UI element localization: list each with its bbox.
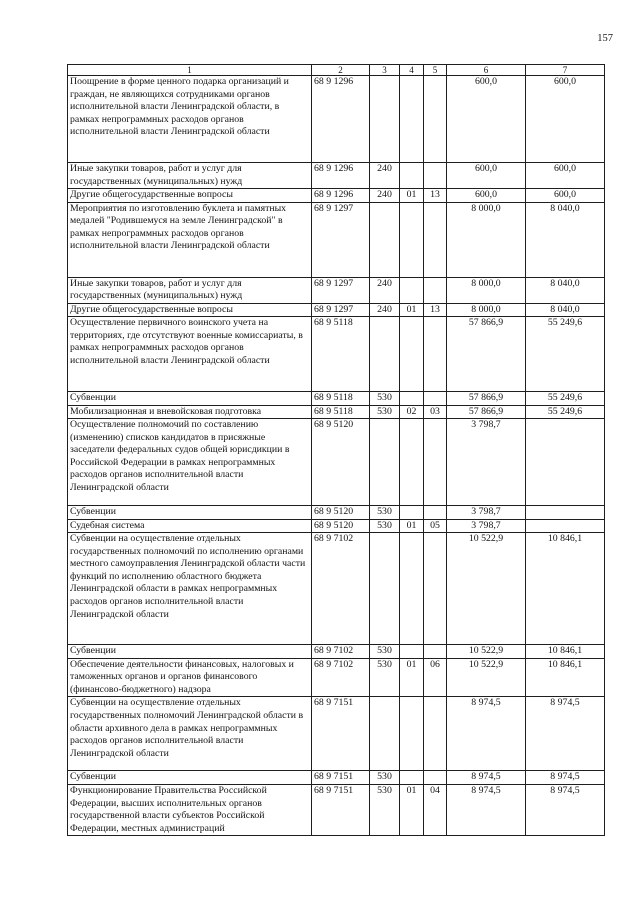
column-header: 6	[447, 65, 526, 76]
target-article-code: 68 9 1297	[312, 303, 370, 317]
table-row	[68, 189, 605, 203]
row-description: Судебная система	[68, 519, 312, 533]
amount-year-2: 8 040,0	[526, 303, 605, 317]
table-row	[68, 163, 605, 189]
subsection-code: 13	[424, 303, 447, 317]
subsection-code	[424, 317, 447, 392]
row-description: Обеспечение деятельности финансовых, налоговых и таможенных органов и органов финансового (финансово-бюджетного) надзора	[68, 658, 312, 697]
amount-year-1: 57 866,9	[447, 392, 526, 406]
row-description: Мобилизационная и вневойсковая подготовка	[68, 405, 312, 419]
amount-year-1: 8 000,0	[447, 202, 526, 277]
table-row	[68, 784, 605, 835]
subsection-code	[424, 697, 447, 771]
row-description: Субвенции	[68, 645, 312, 659]
table-row	[68, 533, 605, 645]
target-article-code: 68 9 5118	[312, 317, 370, 392]
section-code	[400, 76, 424, 163]
amount-year-2: 10 846,1	[526, 533, 605, 645]
expense-type-code	[370, 697, 400, 771]
amount-year-2: 10 846,1	[526, 645, 605, 659]
amount-year-2: 55 249,6	[526, 392, 605, 406]
amount-year-2: 55 249,6	[526, 405, 605, 419]
expense-type-code: 240	[370, 303, 400, 317]
target-article-code: 68 9 7151	[312, 784, 370, 835]
amount-year-2: 8 040,0	[526, 277, 605, 303]
amount-year-2: 8 974,5	[526, 771, 605, 785]
target-article-code: 68 9 5120	[312, 506, 370, 520]
subsection-code: 06	[424, 658, 447, 697]
column-header: 4	[400, 65, 424, 76]
amount-year-2	[526, 506, 605, 520]
amount-year-2: 600,0	[526, 76, 605, 163]
amount-year-2	[526, 519, 605, 533]
subsection-code	[424, 533, 447, 645]
subsection-code	[424, 506, 447, 520]
expense-type-code: 240	[370, 189, 400, 203]
amount-year-1: 57 866,9	[447, 405, 526, 419]
subsection-code	[424, 277, 447, 303]
subsection-code: 03	[424, 405, 447, 419]
subsection-code: 13	[424, 189, 447, 203]
expense-type-code: 530	[370, 771, 400, 785]
target-article-code: 68 9 5118	[312, 405, 370, 419]
section-code	[400, 697, 424, 771]
subsection-code	[424, 419, 447, 506]
subsection-code	[424, 771, 447, 785]
section-code	[400, 392, 424, 406]
column-header: 5	[424, 65, 447, 76]
target-article-code: 68 9 7151	[312, 771, 370, 785]
row-description: Субвенции	[68, 506, 312, 520]
target-article-code: 68 9 7102	[312, 645, 370, 659]
subsection-code: 05	[424, 519, 447, 533]
amount-year-1: 600,0	[447, 163, 526, 189]
expense-type-code: 240	[370, 163, 400, 189]
section-code: 01	[400, 784, 424, 835]
amount-year-1: 8 974,5	[447, 697, 526, 771]
amount-year-1: 10 522,9	[447, 645, 526, 659]
expense-type-code	[370, 317, 400, 392]
amount-year-1: 600,0	[447, 76, 526, 163]
section-code: 01	[400, 519, 424, 533]
table-row	[68, 419, 605, 506]
target-article-code: 68 9 5118	[312, 392, 370, 406]
section-code	[400, 645, 424, 659]
row-description: Субвенции на осуществление отдельных государственных полномочий Ленинградской области в области архивного дела в рамках непрограммных расходов органов исполнительной власти Ленинградской области	[68, 697, 312, 771]
row-description: Субвенции	[68, 771, 312, 785]
row-description: Мероприятия по изготовлению буклета и памятных медалей "Родившемуся на земле Ленинградской" в рамках непрограммных расходов органов исполнительной власти Ленинградской области	[68, 202, 312, 277]
amount-year-2: 600,0	[526, 189, 605, 203]
expense-type-code: 530	[370, 405, 400, 419]
section-code: 01	[400, 189, 424, 203]
subsection-code	[424, 76, 447, 163]
target-article-code: 68 9 1296	[312, 163, 370, 189]
amount-year-1: 600,0	[447, 189, 526, 203]
target-article-code: 68 9 7102	[312, 658, 370, 697]
expense-type-code: 530	[370, 658, 400, 697]
expense-type-code: 530	[370, 519, 400, 533]
amount-year-1: 8 000,0	[447, 303, 526, 317]
expense-type-code: 530	[370, 506, 400, 520]
section-code	[400, 506, 424, 520]
amount-year-2	[526, 419, 605, 506]
table-row	[68, 303, 605, 317]
section-code	[400, 771, 424, 785]
table-row	[68, 506, 605, 520]
column-header: 7	[526, 65, 605, 76]
amount-year-1: 3 798,7	[447, 419, 526, 506]
subsection-code	[424, 392, 447, 406]
section-code	[400, 202, 424, 277]
amount-year-1: 57 866,9	[447, 317, 526, 392]
expense-type-code	[370, 76, 400, 163]
row-description: Иные закупки товаров, работ и услуг для государственных (муниципальных) нужд	[68, 277, 312, 303]
table-row	[68, 645, 605, 659]
table-row	[68, 202, 605, 277]
target-article-code: 68 9 7151	[312, 697, 370, 771]
expense-type-code	[370, 202, 400, 277]
amount-year-1: 8 000,0	[447, 277, 526, 303]
row-description: Субвенции на осуществление отдельных государственных полномочий по исполнению органами местного самоуправления Ленинградской области части функций по исполнению областного бюджета Ленинградской области в рамках непрограммных расходов органов исполнительной власти Ленинградской области	[68, 533, 312, 645]
header-row	[68, 65, 605, 76]
amount-year-2: 8 974,5	[526, 697, 605, 771]
section-code	[400, 317, 424, 392]
expense-type-code: 530	[370, 645, 400, 659]
section-code: 01	[400, 303, 424, 317]
target-article-code: 68 9 1297	[312, 202, 370, 277]
amount-year-2: 8 974,5	[526, 784, 605, 835]
table-row	[68, 392, 605, 406]
amount-year-2: 8 040,0	[526, 202, 605, 277]
table-row	[68, 405, 605, 419]
target-article-code: 68 9 5120	[312, 519, 370, 533]
expense-type-code	[370, 533, 400, 645]
expense-type-code: 530	[370, 784, 400, 835]
amount-year-2: 55 249,6	[526, 317, 605, 392]
row-description: Другие общегосударственные вопросы	[68, 303, 312, 317]
amount-year-1: 3 798,7	[447, 519, 526, 533]
table-row	[68, 771, 605, 785]
amount-year-2: 600,0	[526, 163, 605, 189]
row-description: Функционирование Правительства Российской Федерации, высших исполнительных органов государственной власти субъектов Российской Федерации, местных администраций	[68, 784, 312, 835]
row-description: Субвенции	[68, 392, 312, 406]
expense-type-code: 240	[370, 277, 400, 303]
row-description: Иные закупки товаров, работ и услуг для государственных (муниципальных) нужд	[68, 163, 312, 189]
amount-year-1: 8 974,5	[447, 784, 526, 835]
subsection-code	[424, 202, 447, 277]
section-code: 01	[400, 658, 424, 697]
target-article-code: 68 9 5120	[312, 419, 370, 506]
section-code	[400, 419, 424, 506]
row-description: Осуществление первичного воинского учета на территориях, где отсутствуют военные комиссариаты, в рамках непрограммных расходов органов исполнительной власти Ленинградской области	[68, 317, 312, 392]
amount-year-1: 3 798,7	[447, 506, 526, 520]
column-header: 2	[312, 65, 370, 76]
row-description: Другие общегосударственные вопросы	[68, 189, 312, 203]
table-row	[68, 317, 605, 392]
amount-year-1: 8 974,5	[447, 771, 526, 785]
section-code	[400, 163, 424, 189]
amount-year-1: 10 522,9	[447, 533, 526, 645]
table-row	[68, 277, 605, 303]
row-description: Поощрение в форме ценного подарка организаций и граждан, не являющихся сотрудниками органов исполнительной власти Ленинградской области, в рамках непрограммных расходов органов исполнительной власти Ленинградской области	[68, 76, 312, 163]
table-row	[68, 658, 605, 697]
column-header: 3	[370, 65, 400, 76]
subsection-code	[424, 645, 447, 659]
amount-year-1: 10 522,9	[447, 658, 526, 697]
budget-table	[67, 64, 605, 836]
subsection-code	[424, 163, 447, 189]
target-article-code: 68 9 1296	[312, 76, 370, 163]
section-code	[400, 533, 424, 645]
table-row	[68, 697, 605, 771]
expense-type-code: 530	[370, 392, 400, 406]
subsection-code: 04	[424, 784, 447, 835]
page-number: 157	[597, 33, 613, 44]
expense-type-code	[370, 419, 400, 506]
target-article-code: 68 9 7102	[312, 533, 370, 645]
target-article-code: 68 9 1297	[312, 277, 370, 303]
target-article-code: 68 9 1296	[312, 189, 370, 203]
column-header: 1	[68, 65, 312, 76]
table-row	[68, 519, 605, 533]
amount-year-2: 10 846,1	[526, 658, 605, 697]
section-code	[400, 277, 424, 303]
section-code: 02	[400, 405, 424, 419]
row-description: Осуществление полномочий по составлению (изменению) списков кандидатов в присяжные заседатели федеральных судов общей юрисдикции в Российской Федерации в рамках непрограммных расходов органов исполнительной власти Ленинградской области	[68, 419, 312, 506]
table-row	[68, 76, 605, 163]
